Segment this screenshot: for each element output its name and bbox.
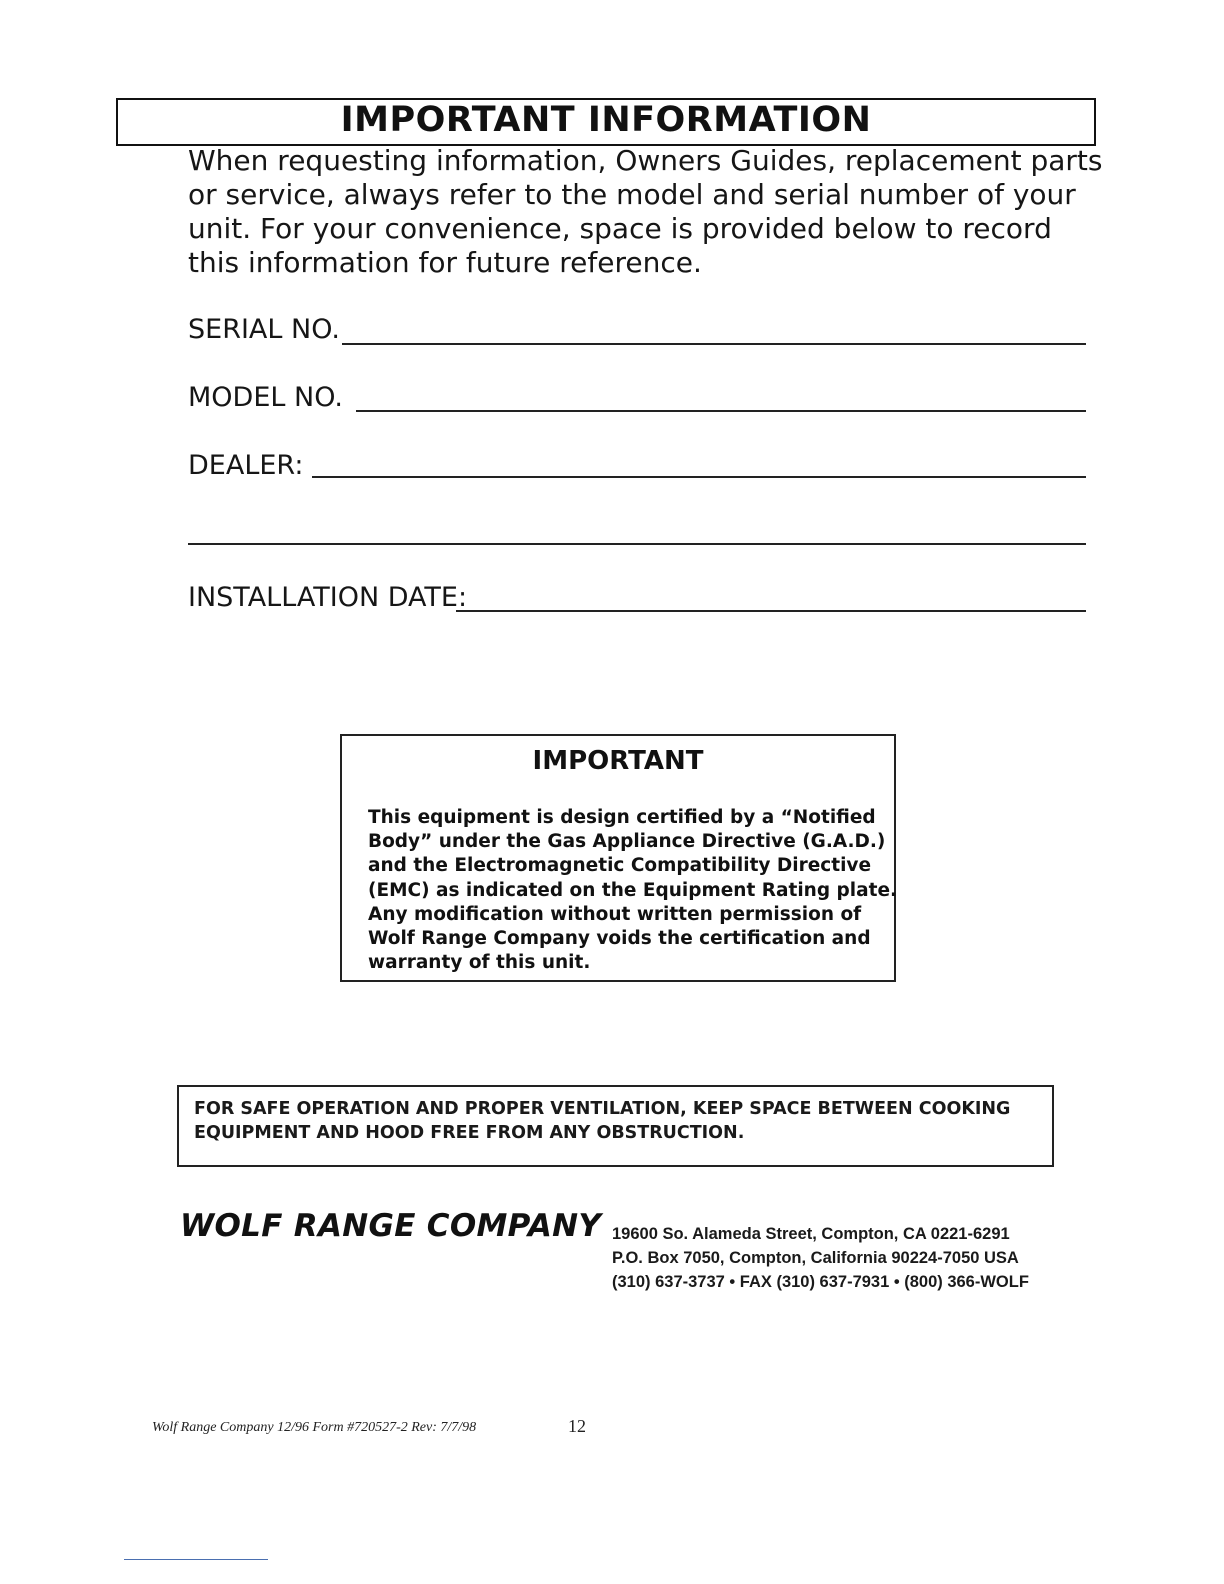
important-line: Any modification without written permission of	[368, 903, 862, 925]
intro-line: unit. For your convenience, space is provided below to record	[188, 212, 1052, 245]
model-field[interactable]	[356, 410, 1086, 412]
dealer-field-line-2[interactable]	[188, 543, 1086, 545]
intro-line: this information for future reference.	[188, 246, 702, 279]
safety-text	[194, 1097, 1034, 1145]
important-line: Body” under the Gas Appliance Directive (G.A.D.)	[368, 831, 886, 853]
serial-field[interactable]	[342, 343, 1086, 345]
important-text	[368, 806, 898, 975]
important-title: IMPORTANT	[532, 746, 704, 776]
safety-line: FOR SAFE OPERATION AND PROPER VENTILATION, KEEP SPACE BETWEEN COOKING	[194, 1099, 1011, 1119]
model-label: MODEL NO.	[188, 382, 343, 413]
install-date-label: INSTALLATION DATE:	[188, 582, 468, 613]
address-line: 19600 So. Alameda Street, Compton, CA 0221-6291	[612, 1225, 1010, 1243]
important-line: This equipment is design certified by a “Notified	[368, 807, 876, 828]
page-title: IMPORTANT INFORMATION	[340, 100, 872, 140]
serial-label: SERIAL NO.	[188, 314, 340, 345]
company-name: WOLF RANGE COMPANY	[180, 1208, 602, 1244]
page-number: 12	[568, 1416, 586, 1436]
safety-line: EQUIPMENT AND HOOD FREE FROM ANY OBSTRUCTION.	[194, 1123, 745, 1143]
important-line: and the Electromagnetic Compatibility Directive	[368, 855, 872, 877]
dealer-label: DEALER:	[188, 450, 304, 481]
intro-line: When requesting information, Owners Guides, replacement parts	[188, 144, 1103, 177]
install-date-field[interactable]	[456, 610, 1086, 612]
company-address	[612, 1222, 1029, 1294]
important-line: (EMC) as indicated on the Equipment Rating plate.	[368, 879, 898, 901]
intro-paragraph	[188, 144, 1103, 280]
dealer-field[interactable]	[312, 476, 1086, 478]
address-line: P.O. Box 7050, Compton, California 90224-7050 USA	[612, 1249, 1019, 1267]
footer-form-info: Wolf Range Company 12/96 Form #720527-2 Rev: 7/7/98	[152, 1420, 477, 1435]
intro-line: or service, always refer to the model and serial number of your	[188, 178, 1076, 211]
important-line: Wolf Range Company voids the certification and	[368, 928, 871, 950]
bottom-divider	[124, 1559, 268, 1560]
important-line: warranty of this unit.	[368, 952, 591, 974]
address-line: (310) 637-3737 • FAX (310) 637-7931 • (800) 366-WOLF	[612, 1273, 1029, 1291]
